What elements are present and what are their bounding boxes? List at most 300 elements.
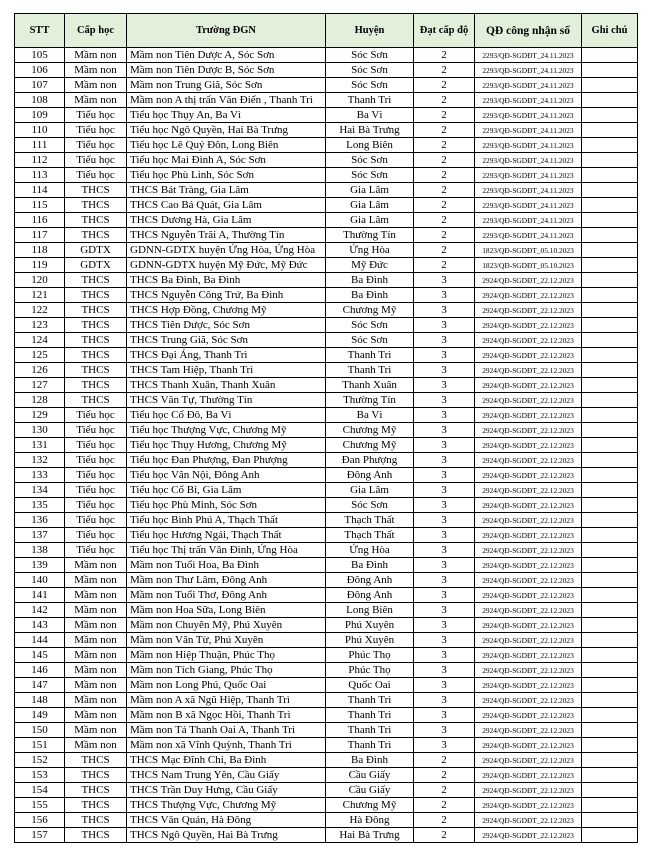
- cell-ghi-chu: [582, 423, 638, 438]
- cell-dat-cap-do: 2: [414, 798, 475, 813]
- cell-stt: 156: [15, 813, 65, 828]
- table-row: [15, 633, 638, 648]
- cell-stt: 141: [15, 588, 65, 603]
- cell-dat-cap-do: 3: [414, 408, 475, 423]
- header-row: [15, 14, 638, 48]
- cell-ghi-chu: [582, 93, 638, 108]
- cell-qd: 2924/QĐ-SGDĐT_22.12.2023: [475, 513, 582, 528]
- table-row: [15, 273, 638, 288]
- cell-huyen: Ba Đình: [326, 558, 414, 573]
- cell-cap-hoc: Tiểu học: [65, 138, 127, 153]
- cell-huyen: Chương Mỹ: [326, 438, 414, 453]
- cell-huyen: Cầu Giấy: [326, 768, 414, 783]
- cell-huyen: Đông Anh: [326, 588, 414, 603]
- cell-truong: Mầm non Chuyên Mỹ, Phú Xuyên: [127, 618, 326, 633]
- cell-ghi-chu: [582, 108, 638, 123]
- header-cap-hoc: Cấp học: [65, 14, 127, 48]
- cell-qd: 2924/QĐ-SGDĐT_22.12.2023: [475, 558, 582, 573]
- cell-truong: THCS Nguyễn Công Trứ, Ba Đình: [127, 288, 326, 303]
- cell-ghi-chu: [582, 78, 638, 93]
- header-stt: STT: [15, 14, 65, 48]
- table-row: [15, 618, 638, 633]
- table-row: [15, 558, 638, 573]
- cell-qd: 2924/QĐ-SGDĐT_22.12.2023: [475, 393, 582, 408]
- cell-cap-hoc: Mầm non: [65, 78, 127, 93]
- cell-huyen: Thanh Trì: [326, 693, 414, 708]
- cell-truong: THCS Thượng Vực, Chương Mỹ: [127, 798, 326, 813]
- table-row: [15, 333, 638, 348]
- cell-cap-hoc: Mầm non: [65, 603, 127, 618]
- cell-dat-cap-do: 3: [414, 708, 475, 723]
- cell-cap-hoc: THCS: [65, 333, 127, 348]
- cell-ghi-chu: [582, 348, 638, 363]
- cell-huyen: Thường Tín: [326, 228, 414, 243]
- cell-ghi-chu: [582, 243, 638, 258]
- cell-truong: Mầm non Tả Thanh Oai A, Thanh Trì: [127, 723, 326, 738]
- cell-truong: Mầm non Thư Lâm, Đông Anh: [127, 573, 326, 588]
- table-row: [15, 213, 638, 228]
- cell-cap-hoc: Tiểu học: [65, 498, 127, 513]
- cell-huyen: Ba Đình: [326, 288, 414, 303]
- table-header: [15, 14, 638, 48]
- cell-huyen: Gia Lâm: [326, 213, 414, 228]
- cell-stt: 110: [15, 123, 65, 138]
- cell-cap-hoc: Mầm non: [65, 648, 127, 663]
- cell-dat-cap-do: 2: [414, 243, 475, 258]
- cell-dat-cap-do: 2: [414, 183, 475, 198]
- cell-dat-cap-do: 3: [414, 603, 475, 618]
- cell-stt: 130: [15, 423, 65, 438]
- cell-qd: 2924/QĐ-SGDĐT_22.12.2023: [475, 318, 582, 333]
- cell-truong: THCS Văn Quán, Hà Đông: [127, 813, 326, 828]
- cell-truong: THCS Trần Duy Hưng, Cầu Giấy: [127, 783, 326, 798]
- cell-huyen: Thường Tín: [326, 393, 414, 408]
- cell-truong: Tiểu học Thị trấn Vân Đình, Ứng Hòa: [127, 543, 326, 558]
- cell-huyen: Thạch Thất: [326, 513, 414, 528]
- schools-table: [14, 13, 638, 843]
- cell-stt: 109: [15, 108, 65, 123]
- cell-huyen: Đan Phượng: [326, 453, 414, 468]
- cell-dat-cap-do: 3: [414, 738, 475, 753]
- cell-stt: 145: [15, 648, 65, 663]
- cell-ghi-chu: [582, 798, 638, 813]
- cell-dat-cap-do: 3: [414, 663, 475, 678]
- cell-qd: 2924/QĐ-SGDĐT_22.12.2023: [475, 648, 582, 663]
- cell-truong: Mầm non Tuổi Thơ, Đông Anh: [127, 588, 326, 603]
- table-row: [15, 723, 638, 738]
- cell-ghi-chu: [582, 393, 638, 408]
- cell-ghi-chu: [582, 303, 638, 318]
- cell-dat-cap-do: 3: [414, 333, 475, 348]
- cell-ghi-chu: [582, 753, 638, 768]
- cell-ghi-chu: [582, 468, 638, 483]
- cell-ghi-chu: [582, 363, 638, 378]
- cell-qd: 2924/QĐ-SGDĐT_22.12.2023: [475, 468, 582, 483]
- cell-stt: 106: [15, 63, 65, 78]
- cell-huyen: Phú Xuyên: [326, 618, 414, 633]
- cell-stt: 107: [15, 78, 65, 93]
- cell-dat-cap-do: 3: [414, 288, 475, 303]
- cell-qd: 2924/QĐ-SGDĐT_22.12.2023: [475, 798, 582, 813]
- cell-ghi-chu: [582, 123, 638, 138]
- cell-huyen: Quốc Oai: [326, 678, 414, 693]
- cell-ghi-chu: [582, 138, 638, 153]
- cell-dat-cap-do: 3: [414, 378, 475, 393]
- cell-huyen: Sóc Sơn: [326, 333, 414, 348]
- cell-truong: Mầm non Tích Giang, Phúc Thọ: [127, 663, 326, 678]
- cell-dat-cap-do: 3: [414, 393, 475, 408]
- cell-huyen: Hà Đông: [326, 813, 414, 828]
- table-row: [15, 198, 638, 213]
- cell-ghi-chu: [582, 633, 638, 648]
- cell-stt: 154: [15, 783, 65, 798]
- cell-cap-hoc: Mầm non: [65, 588, 127, 603]
- table-row: [15, 63, 638, 78]
- cell-qd: 2924/QĐ-SGDĐT_22.12.2023: [475, 723, 582, 738]
- cell-dat-cap-do: 3: [414, 348, 475, 363]
- cell-qd: 2924/QĐ-SGDĐT_22.12.2023: [475, 813, 582, 828]
- table-row: [15, 288, 638, 303]
- cell-stt: 135: [15, 498, 65, 513]
- cell-dat-cap-do: 2: [414, 783, 475, 798]
- cell-ghi-chu: [582, 588, 638, 603]
- cell-truong: Tiểu học Cổ Đô, Ba Vì: [127, 408, 326, 423]
- cell-stt: 113: [15, 168, 65, 183]
- cell-qd: 2924/QĐ-SGDĐT_22.12.2023: [475, 738, 582, 753]
- cell-truong: Mầm non Long Phú, Quốc Oai: [127, 678, 326, 693]
- cell-dat-cap-do: 2: [414, 93, 475, 108]
- cell-stt: 155: [15, 798, 65, 813]
- cell-qd: 2924/QĐ-SGDĐT_22.12.2023: [475, 438, 582, 453]
- cell-dat-cap-do: 2: [414, 213, 475, 228]
- cell-cap-hoc: Mầm non: [65, 723, 127, 738]
- cell-stt: 147: [15, 678, 65, 693]
- cell-stt: 123: [15, 318, 65, 333]
- cell-qd: 2924/QĐ-SGDĐT_22.12.2023: [475, 828, 582, 843]
- cell-huyen: Chương Mỹ: [326, 423, 414, 438]
- cell-cap-hoc: Tiểu học: [65, 528, 127, 543]
- cell-cap-hoc: THCS: [65, 378, 127, 393]
- cell-cap-hoc: Mầm non: [65, 93, 127, 108]
- cell-dat-cap-do: 2: [414, 108, 475, 123]
- cell-huyen: Đông Anh: [326, 573, 414, 588]
- cell-ghi-chu: [582, 483, 638, 498]
- cell-cap-hoc: Tiểu học: [65, 543, 127, 558]
- cell-huyen: Ba Vì: [326, 408, 414, 423]
- cell-ghi-chu: [582, 63, 638, 78]
- cell-huyen: Hai Bà Trưng: [326, 123, 414, 138]
- cell-dat-cap-do: 3: [414, 558, 475, 573]
- cell-qd: 2293/QĐ-SGDĐT_24.11.2023: [475, 63, 582, 78]
- cell-cap-hoc: Mầm non: [65, 738, 127, 753]
- cell-truong: THCS Trung Giã, Sóc Sơn: [127, 333, 326, 348]
- cell-ghi-chu: [582, 168, 638, 183]
- cell-truong: Tiểu học Cổ Bi, Gia Lâm: [127, 483, 326, 498]
- cell-dat-cap-do: 2: [414, 138, 475, 153]
- cell-huyen: Ba Đình: [326, 273, 414, 288]
- cell-stt: 139: [15, 558, 65, 573]
- cell-cap-hoc: Mầm non: [65, 48, 127, 63]
- cell-cap-hoc: THCS: [65, 753, 127, 768]
- cell-qd: 2924/QĐ-SGDĐT_22.12.2023: [475, 663, 582, 678]
- cell-huyen: Ứng Hòa: [326, 543, 414, 558]
- table-row: [15, 393, 638, 408]
- cell-stt: 124: [15, 333, 65, 348]
- cell-stt: 157: [15, 828, 65, 843]
- table-row: [15, 528, 638, 543]
- cell-qd: 2924/QĐ-SGDĐT_22.12.2023: [475, 603, 582, 618]
- cell-stt: 118: [15, 243, 65, 258]
- cell-truong: Tiểu học Phù Minh, Sóc Sơn: [127, 498, 326, 513]
- cell-ghi-chu: [582, 453, 638, 468]
- cell-cap-hoc: THCS: [65, 393, 127, 408]
- cell-huyen: Thanh Trì: [326, 723, 414, 738]
- cell-cap-hoc: THCS: [65, 363, 127, 378]
- cell-stt: 128: [15, 393, 65, 408]
- cell-stt: 143: [15, 618, 65, 633]
- cell-stt: 127: [15, 378, 65, 393]
- cell-qd: 2293/QĐ-SGDĐT_24.11.2023: [475, 153, 582, 168]
- cell-truong: Tiểu học Bình Phú A, Thạch Thất: [127, 513, 326, 528]
- cell-huyen: Sóc Sơn: [326, 63, 414, 78]
- cell-huyen: Ba Vì: [326, 108, 414, 123]
- cell-stt: 111: [15, 138, 65, 153]
- table-row: [15, 258, 638, 273]
- cell-truong: Mầm non Hiệp Thuận, Phúc Thọ: [127, 648, 326, 663]
- cell-stt: 108: [15, 93, 65, 108]
- cell-ghi-chu: [582, 828, 638, 843]
- table-row: [15, 438, 638, 453]
- table-row: [15, 423, 638, 438]
- cell-stt: 114: [15, 183, 65, 198]
- cell-ghi-chu: [582, 213, 638, 228]
- cell-truong: THCS Mạc Đĩnh Chi, Ba Đình: [127, 753, 326, 768]
- cell-ghi-chu: [582, 708, 638, 723]
- header-huyen: Huyện: [326, 14, 414, 48]
- cell-qd: 2924/QĐ-SGDĐT_22.12.2023: [475, 693, 582, 708]
- cell-cap-hoc: THCS: [65, 183, 127, 198]
- cell-huyen: Thanh Trì: [326, 708, 414, 723]
- cell-huyen: Thạch Thất: [326, 528, 414, 543]
- cell-dat-cap-do: 2: [414, 123, 475, 138]
- cell-qd: 2924/QĐ-SGDĐT_22.12.2023: [475, 348, 582, 363]
- cell-truong: THCS Tiên Dược, Sóc Sơn: [127, 318, 326, 333]
- table-row: [15, 813, 638, 828]
- cell-huyen: Gia Lâm: [326, 183, 414, 198]
- cell-dat-cap-do: 2: [414, 813, 475, 828]
- cell-qd: 2293/QĐ-SGDĐT_24.11.2023: [475, 198, 582, 213]
- table-row: [15, 798, 638, 813]
- cell-cap-hoc: Tiểu học: [65, 513, 127, 528]
- table-row: [15, 573, 638, 588]
- cell-ghi-chu: [582, 198, 638, 213]
- table-row: [15, 648, 638, 663]
- cell-cap-hoc: GDTX: [65, 243, 127, 258]
- cell-truong: THCS Dương Hà, Gia Lâm: [127, 213, 326, 228]
- cell-cap-hoc: THCS: [65, 273, 127, 288]
- cell-dat-cap-do: 2: [414, 78, 475, 93]
- cell-stt: 146: [15, 663, 65, 678]
- table-row: [15, 93, 638, 108]
- cell-dat-cap-do: 2: [414, 753, 475, 768]
- table-row: [15, 303, 638, 318]
- cell-qd: 2924/QĐ-SGDĐT_22.12.2023: [475, 288, 582, 303]
- cell-cap-hoc: THCS: [65, 798, 127, 813]
- table-row: [15, 183, 638, 198]
- cell-cap-hoc: Tiểu học: [65, 453, 127, 468]
- table-row: [15, 543, 638, 558]
- cell-ghi-chu: [582, 738, 638, 753]
- cell-dat-cap-do: 3: [414, 513, 475, 528]
- cell-cap-hoc: Tiểu học: [65, 153, 127, 168]
- cell-dat-cap-do: 2: [414, 168, 475, 183]
- cell-cap-hoc: Mầm non: [65, 708, 127, 723]
- table-row: [15, 318, 638, 333]
- cell-stt: 122: [15, 303, 65, 318]
- cell-truong: Tiểu học Phù Linh, Sóc Sơn: [127, 168, 326, 183]
- table-row: [15, 78, 638, 93]
- cell-cap-hoc: Mầm non: [65, 558, 127, 573]
- cell-qd: 2924/QĐ-SGDĐT_22.12.2023: [475, 408, 582, 423]
- cell-huyen: Sóc Sơn: [326, 168, 414, 183]
- table-row: [15, 738, 638, 753]
- cell-huyen: Thanh Trì: [326, 93, 414, 108]
- cell-ghi-chu: [582, 528, 638, 543]
- cell-ghi-chu: [582, 723, 638, 738]
- table-row: [15, 153, 638, 168]
- cell-huyen: Thanh Trì: [326, 348, 414, 363]
- cell-ghi-chu: [582, 438, 638, 453]
- cell-dat-cap-do: 2: [414, 768, 475, 783]
- cell-ghi-chu: [582, 333, 638, 348]
- cell-cap-hoc: Tiểu học: [65, 423, 127, 438]
- cell-cap-hoc: Mầm non: [65, 633, 127, 648]
- cell-dat-cap-do: 3: [414, 438, 475, 453]
- cell-ghi-chu: [582, 288, 638, 303]
- cell-huyen: Chương Mỹ: [326, 798, 414, 813]
- cell-stt: 153: [15, 768, 65, 783]
- table-row: [15, 363, 638, 378]
- cell-cap-hoc: Tiểu học: [65, 408, 127, 423]
- table-row: [15, 708, 638, 723]
- cell-stt: 137: [15, 528, 65, 543]
- cell-dat-cap-do: 3: [414, 678, 475, 693]
- cell-ghi-chu: [582, 543, 638, 558]
- table-row: [15, 468, 638, 483]
- cell-dat-cap-do: 2: [414, 198, 475, 213]
- cell-huyen: Phúc Thọ: [326, 663, 414, 678]
- cell-qd: 2924/QĐ-SGDĐT_22.12.2023: [475, 498, 582, 513]
- cell-qd: 2924/QĐ-SGDĐT_22.12.2023: [475, 528, 582, 543]
- cell-stt: 120: [15, 273, 65, 288]
- cell-stt: 136: [15, 513, 65, 528]
- cell-truong: Mầm non Vân Từ, Phú Xuyên: [127, 633, 326, 648]
- cell-stt: 132: [15, 453, 65, 468]
- cell-huyen: Chương Mỹ: [326, 303, 414, 318]
- cell-truong: Tiểu học Thượng Vực, Chương Mỹ: [127, 423, 326, 438]
- cell-dat-cap-do: 3: [414, 648, 475, 663]
- cell-huyen: Long Biên: [326, 603, 414, 618]
- cell-qd: 2924/QĐ-SGDĐT_22.12.2023: [475, 573, 582, 588]
- table-row: [15, 588, 638, 603]
- cell-dat-cap-do: 3: [414, 543, 475, 558]
- table-row: [15, 663, 638, 678]
- cell-huyen: Sóc Sơn: [326, 498, 414, 513]
- cell-stt: 142: [15, 603, 65, 618]
- cell-ghi-chu: [582, 663, 638, 678]
- cell-truong: Tiểu học Thụy An, Ba Vì: [127, 108, 326, 123]
- cell-ghi-chu: [582, 228, 638, 243]
- cell-stt: 150: [15, 723, 65, 738]
- cell-qd: 1823/QĐ-SGDĐT_05.10.2023: [475, 258, 582, 273]
- cell-ghi-chu: [582, 783, 638, 798]
- cell-ghi-chu: [582, 678, 638, 693]
- cell-stt: 144: [15, 633, 65, 648]
- cell-qd: 2293/QĐ-SGDĐT_24.11.2023: [475, 228, 582, 243]
- cell-qd: 2924/QĐ-SGDĐT_22.12.2023: [475, 618, 582, 633]
- cell-stt: 105: [15, 48, 65, 63]
- table-row: [15, 243, 638, 258]
- cell-huyen: Thanh Trì: [326, 363, 414, 378]
- table-row: [15, 753, 638, 768]
- cell-dat-cap-do: 3: [414, 573, 475, 588]
- cell-huyen: Phú Xuyên: [326, 633, 414, 648]
- cell-truong: Tiểu học Ngô Quyền, Hai Bà Trưng: [127, 123, 326, 138]
- cell-dat-cap-do: 3: [414, 528, 475, 543]
- table-row: [15, 453, 638, 468]
- table-row: [15, 693, 638, 708]
- cell-truong: THCS Ngô Quyền, Hai Bà Trưng: [127, 828, 326, 843]
- cell-truong: Mầm non Tiên Dược B, Sóc Sơn: [127, 63, 326, 78]
- table-row: [15, 168, 638, 183]
- cell-truong: Mầm non Trung Giã, Sóc Sơn: [127, 78, 326, 93]
- cell-stt: 134: [15, 483, 65, 498]
- cell-truong: Mầm non xã Vĩnh Quỳnh, Thanh Trì: [127, 738, 326, 753]
- cell-ghi-chu: [582, 603, 638, 618]
- cell-stt: 151: [15, 738, 65, 753]
- cell-cap-hoc: Tiểu học: [65, 168, 127, 183]
- cell-ghi-chu: [582, 153, 638, 168]
- cell-huyen: Ba Đình: [326, 753, 414, 768]
- cell-dat-cap-do: 3: [414, 633, 475, 648]
- cell-cap-hoc: THCS: [65, 348, 127, 363]
- cell-truong: THCS Hợp Đồng, Chương Mỹ: [127, 303, 326, 318]
- cell-huyen: Thanh Trì: [326, 738, 414, 753]
- cell-qd: 2924/QĐ-SGDĐT_22.12.2023: [475, 333, 582, 348]
- cell-dat-cap-do: 3: [414, 588, 475, 603]
- table-row: [15, 48, 638, 63]
- table-row: [15, 828, 638, 843]
- table-row: [15, 108, 638, 123]
- header-truong: Trường ĐGN: [127, 14, 326, 48]
- table-row: [15, 603, 638, 618]
- cell-huyen: Sóc Sơn: [326, 78, 414, 93]
- cell-stt: 138: [15, 543, 65, 558]
- cell-ghi-chu: [582, 558, 638, 573]
- cell-qd: 2924/QĐ-SGDĐT_22.12.2023: [475, 678, 582, 693]
- cell-ghi-chu: [582, 408, 638, 423]
- header-ghi-chu: Ghi chú: [582, 14, 638, 48]
- cell-qd: 2293/QĐ-SGDĐT_24.11.2023: [475, 123, 582, 138]
- cell-qd: 2924/QĐ-SGDĐT_22.12.2023: [475, 753, 582, 768]
- cell-qd: 2924/QĐ-SGDĐT_22.12.2023: [475, 483, 582, 498]
- table-row: [15, 228, 638, 243]
- cell-qd: 2924/QĐ-SGDĐT_22.12.2023: [475, 588, 582, 603]
- cell-dat-cap-do: 3: [414, 618, 475, 633]
- cell-qd: 2293/QĐ-SGDĐT_24.11.2023: [475, 93, 582, 108]
- table-row: [15, 138, 638, 153]
- cell-dat-cap-do: 3: [414, 483, 475, 498]
